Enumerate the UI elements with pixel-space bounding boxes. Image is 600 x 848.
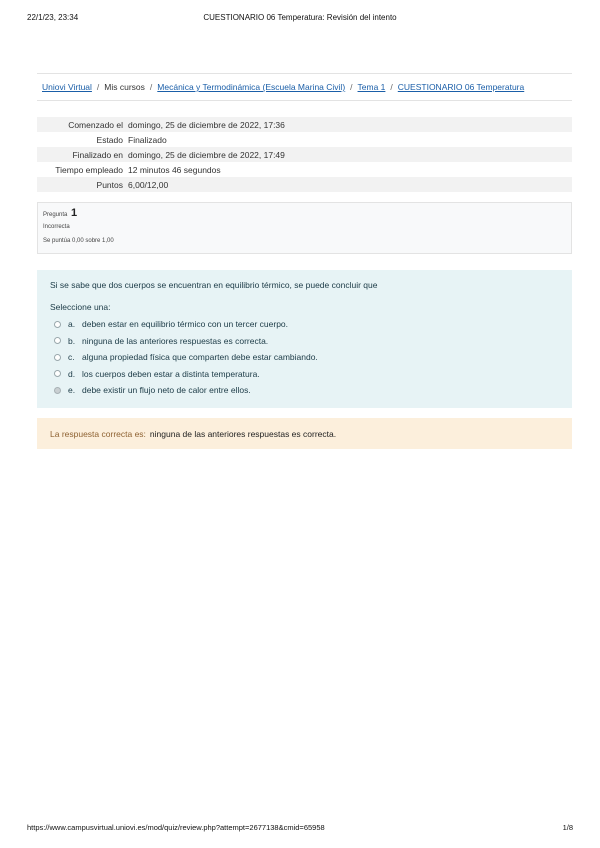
print-datetime: 22/1/23, 23:34: [27, 13, 79, 22]
answer-option-a[interactable]: [50, 316, 560, 333]
radio-button[interactable]: [54, 337, 61, 344]
print-url: https://www.campusvirtual.uniovi.es/mod/quiz/review.php?attempt=2677138&cmid=65958: [27, 823, 325, 832]
breadcrumb-separator: /: [390, 82, 393, 92]
answer-prompt: Seleccione una:: [50, 302, 111, 312]
summary-label: Finalizado en: [72, 149, 123, 160]
question-grade: Se puntúa 0,00 sobre 1,00: [43, 238, 114, 244]
summary-row-time-taken: [37, 162, 572, 177]
summary-value: domingo, 25 de diciembre de 2022, 17:36: [128, 119, 285, 130]
breadcrumb-item-course[interactable]: Mecánica y Termodinámica (Escuela Marina Civil): [157, 82, 346, 92]
print-page-number: 1/8: [562, 823, 573, 832]
question-text: Si se sabe que dos cuerpos se encuentran en equilibrio térmico, se puede concluir que: [50, 280, 378, 290]
print-header: [0, 13, 600, 25]
question-number-value: 1: [71, 207, 78, 219]
breadcrumb-item-uniovi-virtual[interactable]: Uniovi Virtual: [42, 82, 92, 92]
attempt-summary-table: [37, 117, 572, 192]
breadcrumb-separator: /: [350, 82, 353, 92]
option-letter: a.: [68, 319, 76, 330]
option-text: alguna propiedad física que comparten debe estar cambiando.: [82, 352, 318, 363]
breadcrumb-item-mis-cursos: Mis cursos: [104, 82, 145, 92]
print-footer: [0, 823, 600, 835]
summary-label: Tiempo empleado: [55, 164, 123, 175]
question-number-label: Pregunta: [43, 212, 68, 218]
feedback-value: ninguna de las anteriores respuestas es correcta.: [149, 428, 337, 439]
breadcrumb-separator: /: [96, 82, 100, 92]
question-number: [43, 207, 566, 219]
answer-options: [50, 316, 560, 399]
breadcrumb-separator: /: [149, 82, 153, 92]
summary-value: Finalizado: [128, 134, 167, 145]
option-text: deben estar en equilibrio térmico con un tercer cuerpo.: [82, 319, 289, 330]
summary-value: 12 minutos 46 segundos: [128, 164, 221, 175]
summary-label: Estado: [96, 134, 123, 145]
breadcrumb: [37, 73, 572, 101]
option-text: debe existir un flujo neto de calor entre ellos.: [82, 385, 251, 396]
answer-option-e[interactable]: [50, 382, 560, 399]
correct-answer-feedback: [37, 418, 572, 449]
answer-option-b[interactable]: [50, 333, 560, 350]
option-letter: b.: [68, 335, 76, 346]
option-text: ninguna de las anteriores respuestas es correcta.: [82, 335, 269, 346]
summary-value: 6,00/12,00: [128, 179, 169, 190]
print-page-title: CUESTIONARIO 06 Temperatura: Revisión del intento: [203, 13, 397, 22]
summary-row-grade: [37, 177, 572, 192]
answer-option-d[interactable]: [50, 366, 560, 383]
question-info-box: [37, 202, 572, 254]
question-formulation: [37, 270, 572, 408]
summary-label: Comenzado el: [68, 119, 123, 130]
breadcrumb-item-quiz[interactable]: CUESTIONARIO 06 Temperatura: [397, 82, 525, 92]
radio-button[interactable]: [54, 321, 61, 328]
question-state: Incorrecta: [43, 224, 70, 230]
summary-row-finished: [37, 147, 572, 162]
summary-value: domingo, 25 de diciembre de 2022, 17:49: [128, 149, 285, 160]
radio-button-selected[interactable]: [54, 387, 61, 394]
summary-row-started: [37, 117, 572, 132]
option-letter: e.: [68, 385, 76, 396]
breadcrumb-item-topic[interactable]: Tema 1: [357, 82, 386, 92]
radio-button[interactable]: [54, 354, 61, 361]
answer-option-c[interactable]: [50, 349, 560, 366]
radio-button[interactable]: [54, 370, 61, 377]
feedback-label: La respuesta correcta es:: [50, 428, 146, 439]
option-letter: c.: [68, 352, 75, 363]
summary-row-state: [37, 132, 572, 147]
option-letter: d.: [68, 368, 76, 379]
summary-label: Puntos: [96, 179, 123, 190]
option-text: los cuerpos deben estar a distinta temperatura.: [82, 368, 260, 379]
